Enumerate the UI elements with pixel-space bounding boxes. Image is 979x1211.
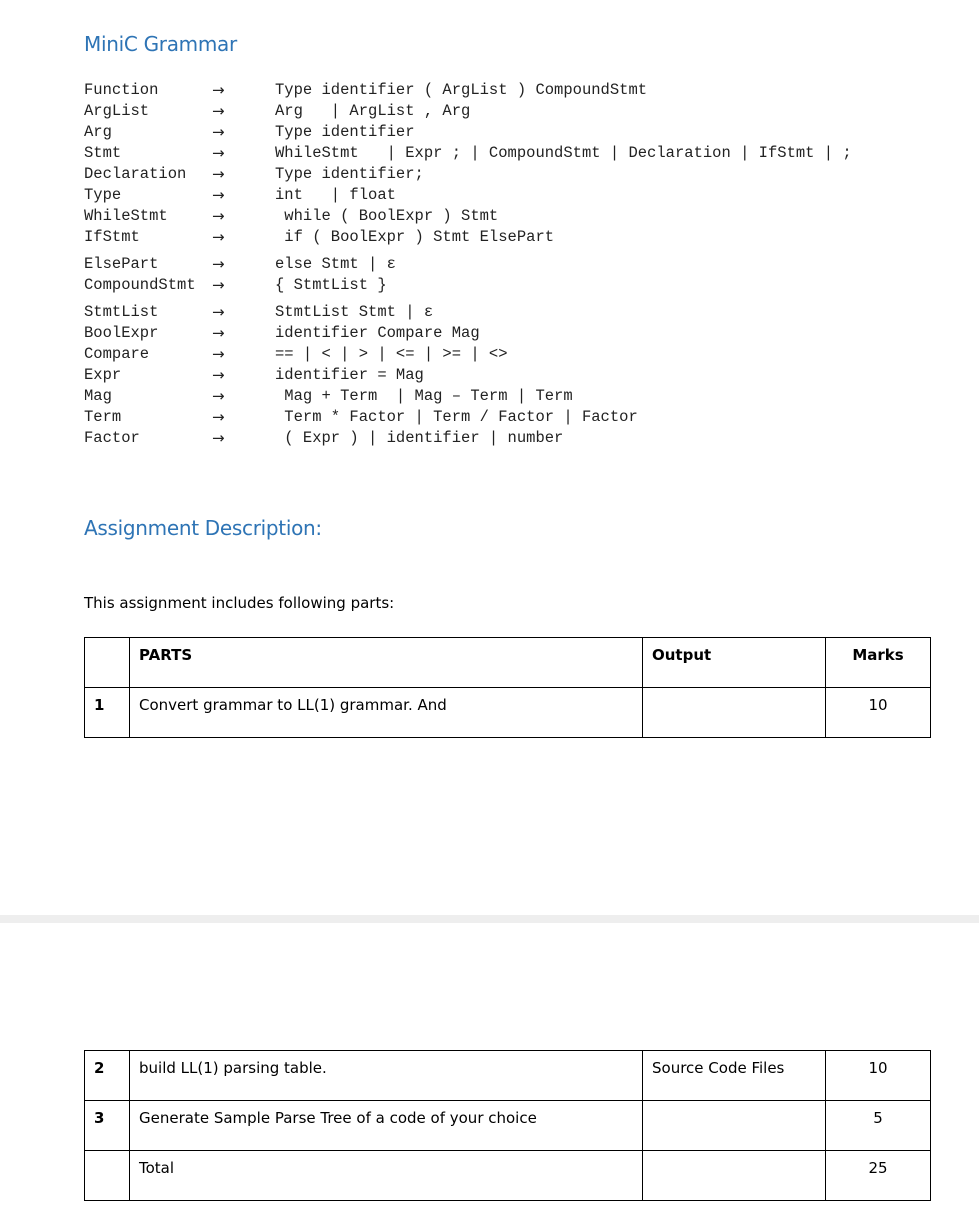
assignment-intro: This assignment includes following parts: [84, 594, 395, 612]
page-separator [0, 915, 979, 923]
rule-rhs: Arg | ArgList , Arg [275, 102, 471, 120]
parts-table [84, 637, 931, 738]
rule-rhs: ( Expr ) | identifier | number [275, 429, 564, 447]
grammar-rule [84, 302, 852, 323]
table-header-row [85, 638, 931, 688]
row-output [643, 688, 826, 738]
table-row [85, 1051, 931, 1101]
arrow-icon: → [212, 276, 225, 294]
rule-rhs: identifier Compare Mag [275, 324, 480, 342]
header-num [85, 638, 130, 688]
rule-lhs: Compare [84, 345, 150, 363]
rule-lhs: Stmt [84, 144, 122, 162]
grammar-rule [84, 407, 852, 428]
rule-rhs: Type identifier ( ArgList ) CompoundStmt [275, 81, 648, 99]
row-part: Generate Sample Parse Tree of a code of your choice [130, 1101, 643, 1151]
arrow-icon: → [212, 81, 225, 99]
grammar-rule [84, 122, 852, 143]
rule-lhs: Factor [84, 429, 140, 447]
table-row [85, 688, 931, 738]
rule-rhs: Mag + Term | Mag – Term | Term [275, 387, 573, 405]
rule-rhs: == | < | > | <= | >= | <> [275, 345, 508, 363]
rule-lhs: Expr [84, 366, 122, 384]
arrow-icon: → [212, 228, 225, 246]
rule-lhs: Declaration [84, 165, 187, 183]
grammar-rule [84, 323, 852, 344]
row-output [643, 1101, 826, 1151]
rule-lhs: CompoundStmt [84, 276, 196, 294]
row-marks: 10 [826, 1051, 931, 1101]
header-output: Output [643, 638, 826, 688]
row-num: 3 [85, 1101, 130, 1151]
rule-rhs: else Stmt | ε [275, 255, 396, 273]
row-num: 1 [85, 688, 130, 738]
row-num: 2 [85, 1051, 130, 1101]
rule-rhs: { StmtList } [275, 276, 387, 294]
row-part: Convert grammar to LL(1) grammar. And [130, 688, 643, 738]
rule-rhs: identifier = Mag [275, 366, 424, 384]
arrow-icon: → [212, 144, 225, 162]
table-total-row [85, 1151, 931, 1201]
row-marks: 5 [826, 1101, 931, 1151]
rule-rhs: int | float [275, 186, 396, 204]
rule-lhs: Term [84, 408, 122, 426]
rule-lhs: WhileStmt [84, 207, 168, 225]
row-part: build LL(1) parsing table. [130, 1051, 643, 1101]
grammar-rule [84, 344, 852, 365]
rule-lhs: Type [84, 186, 122, 204]
arrow-icon: → [212, 102, 225, 120]
grammar-rule [84, 365, 852, 386]
arrow-icon: → [212, 345, 225, 363]
arrow-icon: → [212, 303, 225, 321]
rule-lhs: ElsePart [84, 255, 159, 273]
arrow-icon: → [212, 165, 225, 183]
arrow-icon: → [212, 366, 225, 384]
arrow-icon: → [212, 123, 225, 141]
row-output [643, 1151, 826, 1201]
grammar-heading: MiniC Grammar [84, 32, 237, 56]
arrow-icon: → [212, 255, 225, 273]
rule-lhs: IfStmt [84, 228, 140, 246]
rule-lhs: Mag [84, 387, 112, 405]
arrow-icon: → [212, 408, 225, 426]
grammar-rule [84, 386, 852, 407]
table-row [85, 1101, 931, 1151]
grammar-rule [84, 143, 852, 164]
parts-table-continued [84, 1050, 931, 1201]
rule-lhs: BoolExpr [84, 324, 159, 342]
rule-lhs: Arg [84, 123, 112, 141]
grammar-rule [84, 254, 852, 275]
grammar-rule [84, 80, 852, 101]
arrow-icon: → [212, 387, 225, 405]
header-parts: PARTS [130, 638, 643, 688]
arrow-icon: → [212, 429, 225, 447]
rule-rhs: if ( BoolExpr ) Stmt ElsePart [275, 228, 555, 246]
rule-lhs: Function [84, 81, 159, 99]
arrow-icon: → [212, 186, 225, 204]
grammar-rule [84, 428, 852, 449]
row-num [85, 1151, 130, 1201]
rule-lhs: StmtList [84, 303, 159, 321]
rule-rhs: Type identifier [275, 123, 415, 141]
grammar-rule [84, 185, 852, 206]
arrow-icon: → [212, 207, 225, 225]
grammar-rule [84, 206, 852, 227]
row-output: Source Code Files [643, 1051, 826, 1101]
rule-lhs: ArgList [84, 102, 150, 120]
grammar-rule [84, 101, 852, 122]
row-marks: 25 [826, 1151, 931, 1201]
rule-rhs: WhileStmt | Expr ; | CompoundStmt | Declaration | IfStmt | ; [275, 144, 852, 162]
rule-rhs: Type identifier; [275, 165, 424, 183]
assignment-heading: Assignment Description: [84, 516, 322, 540]
header-marks: Marks [826, 638, 931, 688]
grammar-rule [84, 275, 852, 296]
grammar-rule [84, 227, 852, 248]
row-part: Total [130, 1151, 643, 1201]
grammar-rules [84, 80, 852, 449]
arrow-icon: → [212, 324, 225, 342]
grammar-rule [84, 164, 852, 185]
rule-rhs: Term * Factor | Term / Factor | Factor [275, 408, 638, 426]
row-marks: 10 [826, 688, 931, 738]
document-page-2 [0, 923, 979, 1211]
rule-rhs: StmtList Stmt | ε [275, 303, 434, 321]
rule-rhs: while ( BoolExpr ) Stmt [275, 207, 499, 225]
